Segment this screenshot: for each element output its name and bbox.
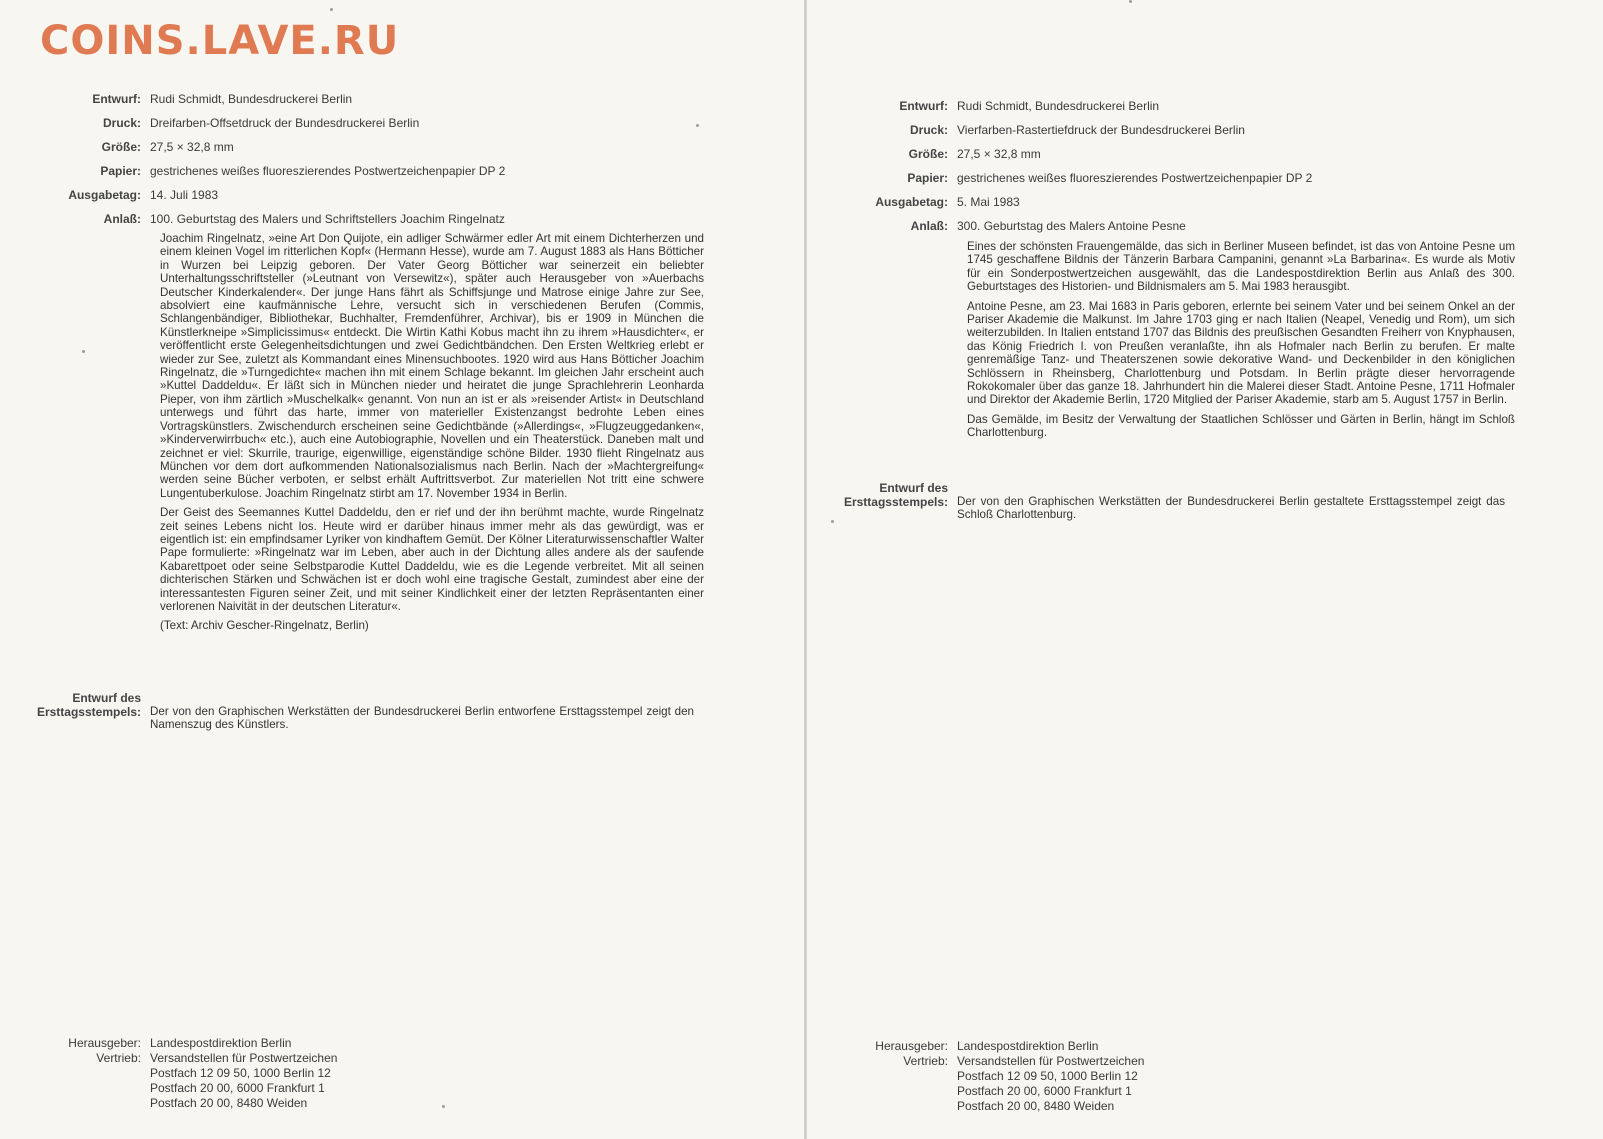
- field-paper: [807, 171, 1519, 195]
- field-occasion: [0, 212, 712, 228]
- address-row: [0, 1066, 600, 1081]
- field-print: [807, 123, 1519, 147]
- field-value: 100. Geburtstag des Malers und Schriftstellers Joachim Ringelnatz: [150, 212, 505, 226]
- field-label: Anlaß:: [910, 219, 948, 233]
- left-stamp-field: [0, 691, 712, 732]
- address-row: [807, 1069, 1407, 1084]
- publisher-value: Landespostdirektion Berlin: [957, 1039, 1099, 1053]
- field-label: Anlaß:: [103, 212, 141, 226]
- body-paragraph: (Text: Archiv Gescher-Ringelnatz, Berlin): [160, 619, 369, 633]
- field-occasion: [807, 219, 1519, 235]
- publisher-row: [807, 1039, 1407, 1054]
- address-line: Postfach 12 09 50, 1000 Berlin 12: [957, 1069, 1138, 1083]
- stamp-description: Der von den Graphischen Werkstätten der Bundesdruckerei Berlin gestaltete Ersttagsstempel zeigt das Schloß Charlottenburg.: [957, 495, 1505, 522]
- field-design: [0, 92, 712, 116]
- field-label: Papier:: [100, 164, 141, 178]
- field-label: Entwurf:: [92, 92, 141, 106]
- stamp-label-line-1: Entwurf des: [72, 691, 141, 705]
- field-value: 27,5 × 32,8 mm: [150, 140, 234, 154]
- distribution-label: Vertrieb:: [903, 1054, 948, 1068]
- address-line: Postfach 20 00, 8480 Weiden: [150, 1096, 308, 1110]
- field-issue-date: [0, 188, 712, 212]
- address-row: [0, 1096, 600, 1111]
- body-paragraph: Das Gemälde, im Besitz der Verwaltung der Staatlichen Schlösser und Gärten in Berlin, hängt im Schloß Charlottenburg.: [967, 412, 1515, 440]
- distribution-value: Versandstellen für Postwertzeichen: [957, 1054, 1145, 1068]
- body-paragraph: Eines der schönsten Frauengemälde, das sich in Berliner Museen befindet, ist das von Antoine Pesne um 1745 geschaffene Bildnis der Tänzerin Barbara Campanini, genannt »La Barbarina«. Es wurde als Motiv für ein Sonderpostwertzeichen ausgewählt, das die Landespostdirektion Berlin aus Anlaß des 300. Geburtstages des Historien- und Bildnismalers am 5. Mai 1983 herausgibt.: [967, 240, 1515, 294]
- field-issue-date: [807, 195, 1519, 219]
- right-fields: [807, 99, 1519, 235]
- left-footer: [0, 1036, 600, 1111]
- distribution-row: [807, 1054, 1407, 1069]
- field-size: [0, 140, 712, 164]
- address-row: [807, 1099, 1407, 1114]
- field-design: [807, 99, 1519, 123]
- publisher-label: Herausgeber:: [875, 1039, 948, 1053]
- stamp-label-line-2: Ersttagsstempels:: [843, 495, 948, 509]
- distribution-row: [0, 1051, 600, 1066]
- dust-speck: [831, 520, 834, 523]
- field-paper: [0, 164, 712, 188]
- field-value: 14. Juli 1983: [150, 188, 219, 202]
- dust-speck: [330, 8, 333, 11]
- right-sheet: [807, 0, 1603, 1139]
- publisher-value: Landespostdirektion Berlin: [150, 1036, 292, 1050]
- dust-speck: [82, 350, 85, 353]
- address-line: Postfach 20 00, 6000 Frankfurt 1: [150, 1081, 325, 1095]
- dust-speck: [1129, 0, 1132, 3]
- field-label: Druck:: [102, 116, 141, 130]
- field-label: Papier:: [907, 171, 948, 185]
- address-row: [0, 1081, 600, 1096]
- field-value: 5. Mai 1983: [957, 195, 1020, 209]
- stamp-row: [0, 691, 712, 732]
- field-value: Rudi Schmidt, Bundesdruckerei Berlin: [957, 99, 1160, 113]
- field-value: gestrichenes weißes fluoreszierendes Postwertzeichenpapier DP 2: [957, 171, 1313, 185]
- field-label: Größe:: [908, 147, 948, 161]
- right-footer: [807, 1039, 1407, 1114]
- field-size: [807, 147, 1519, 171]
- address-row: [807, 1084, 1407, 1099]
- field-label: [0, 691, 150, 719]
- field-label: Ausgabetag:: [875, 195, 948, 209]
- field-label: Entwurf:: [899, 99, 948, 113]
- address-line: Postfach 20 00, 6000 Frankfurt 1: [957, 1084, 1132, 1098]
- left-body: [160, 232, 704, 633]
- publisher-label: Herausgeber:: [68, 1036, 141, 1050]
- stamp-row: [807, 481, 1519, 522]
- watermark: COINS.LAVE.RU: [40, 18, 400, 64]
- stamp-label-line-2: Ersttagsstempels:: [36, 705, 141, 719]
- field-value: Rudi Schmidt, Bundesdruckerei Berlin: [150, 92, 353, 106]
- right-body: [967, 240, 1515, 440]
- left-fields: [0, 92, 712, 228]
- body-paragraph: Antoine Pesne, am 23. Mai 1683 in Paris geboren, erlernte bei seinem Vater und bei seinem Onkel an der Pariser Akademie die Malkunst. Im Jahre 1703 ging er nach Italien (Neapel, Venedig und Rom), um sich weiterzubilden. In Italien entstand 1707 das Bildnis des preußischen Gesandten Freiherr von Knyphausen, das König Friedrich I. von Preußen veranlaßte, ihn als Hofmaler nach Berlin zu berufen. Er malte genremäßige Tanz- und Theaterszenen sowie dekorative Wand- und Deckenbilder in den königlichen Schlössern in Rheinsberg, Charlottenburg und Potsdam. In Berlin prägte dieser hervorragende Rokokomaler über das ganze 18. Jahrhundert hin die Malerei dieser Stadt. Antoine Pesne, 1711 Hofmaler und Direktor der Akademie Berlin, 1720 Mitglied der Pariser Akademie, starb am 5. August 1757 in Berlin.: [967, 299, 1515, 407]
- field-value: 300. Geburtstag des Malers Antoine Pesne: [957, 219, 1186, 233]
- dust-speck: [696, 124, 699, 127]
- dust-speck: [442, 1105, 445, 1108]
- address-line: Postfach 12 09 50, 1000 Berlin 12: [150, 1066, 331, 1080]
- distribution-value: Versandstellen für Postwertzeichen: [150, 1051, 338, 1065]
- field-print: [0, 116, 712, 140]
- field-value: gestrichenes weißes fluoreszierendes Postwertzeichenpapier DP 2: [150, 164, 506, 178]
- field-value: 27,5 × 32,8 mm: [957, 147, 1041, 161]
- stamp-description: Der von den Graphischen Werkstätten der Bundesdruckerei Berlin entworfene Ersttagsstempel zeigt den Namenszug des Künstlers.: [150, 705, 694, 732]
- field-label: Druck:: [909, 123, 948, 137]
- field-label: Größe:: [101, 140, 141, 154]
- body-paragraph: Joachim Ringelnatz, »eine Art Don Quijote, ein adliger Schwärmer edler Art mit einem Dichterherzen und einem kleinen Vogel im ritterlichen Kopf« (Hermann Hesse), wurde am 7. August 1883 als Hans Bötticher in Wurzen bei Leipzig geboren. Der Vater Georg Bötticher war seinerzeit ein beliebter Unterhaltungsschriftsteller (»Leutnant von Versewitz«), später auch Herausgeber von »Auerbachs Deutscher Kinderkalender«. Der junge Hans fährt als Schiffsjunge und Matrose einige Jahre zur See, absolviert eine kaufmännische Lehre, versucht sich in verschiedenen Berufen (Commis, Schlangenbändiger, Bibliothekar, Buchhalter, Fremdenführer, Archivar), bis er 1909 in München die Künstlerkneipe »Simplicissimus« entdeckt. Die Wirtin Kathi Kobus macht ihn zu ihrem »Hausdichter«, er veröffentlicht erste Gelegenheitsdichtungen und zwei Gedichtbändchen. Den Ersten Weltkrieg erlebt er wieder zur See, zuletzt als Kommandant eines Minensuchbootes. 1920 wird aus Hans Bötticher Joachim Ringelnatz, die »Turngedichte« machen ihn mit einem Schlage bekannt. Im gleichen Jahr erscheint auch »Kuttel Daddeldu«. Er läßt sich in München nieder und heiratet die junge Sprachlehrerin Leonharda Pieper, von ihm zärtlich »Muschelkalk« genannt. Von nun an ist er als »reisender Artist« in Deutschland unterwegs und führt das harte, immer von materieller Existenzangst bedrohte Leben eines Vortragskünstlers. Zwischendurch erscheinen seine Gedichtbände (»Allerdings«, »Flugzeuggedanken«, »Kinderverwirrbuch« etc.), auch eine Autobiographie, Novellen und ein Theaterstück. Daneben malt und zeichnet er viel: Skurrile, traurige, eigenwillige, eigenständige schöne Bilder. 1930 flieht Ringelnatz aus München vor dem dort aufkommenden Nationalsozialismus nach Berlin. Nach der »Machtergreifung« werden seine Bücher verboten, er selbst erhält Auftrittsverbot. Zur materiellen Not tritt eine schwere Lungentuberkulose. Joachim Ringelnatz stirbt am 17. November 1934 in Berlin.: [160, 232, 704, 500]
- field-label: Ausgabetag:: [68, 188, 141, 202]
- publisher-row: [0, 1036, 600, 1051]
- field-value: Vierfarben-Rastertiefdruck der Bundesdruckerei Berlin: [957, 123, 1245, 137]
- address-line: Postfach 20 00, 8480 Weiden: [957, 1099, 1115, 1113]
- distribution-label: Vertrieb:: [96, 1051, 141, 1065]
- field-label: [807, 481, 957, 509]
- stamp-label-line-1: Entwurf des: [879, 481, 948, 495]
- body-paragraph: Der Geist des Seemannes Kuttel Daddeldu, den er rief und der ihn berühmt machte, wurde Ringelnatz zeit seines Lebens nicht los. Heute wird er darüber hinaus immer mehr als das gewürdigt, was er eigentlich ist: ein empfindsamer Lyriker von kindhaftem Gemüt. Der Kölner Literaturwissenschaftler Walter Pape formulierte: »Ringelnatz war im Leben, aber auch in der Dichtung alles andere als der saufende Kabarettpoet oder seine Selbstparodie Kuttel Daddeldu, wie es die Legende verbreitet. Mit all seinen dichterischen Stärken und Schwächen ist er doch wohl eine tragische Gestalt, zumindest aber eine der interessantesten Figuren seiner Zeit, und mit seiner Kindlichkeit einer der letzten Repräsentanten einer verlorenen Naivität in der deutschen Literatur«.: [160, 506, 704, 613]
- field-value: Dreifarben-Offsetdruck der Bundesdruckerei Berlin: [150, 116, 420, 130]
- right-stamp-field: [807, 481, 1519, 522]
